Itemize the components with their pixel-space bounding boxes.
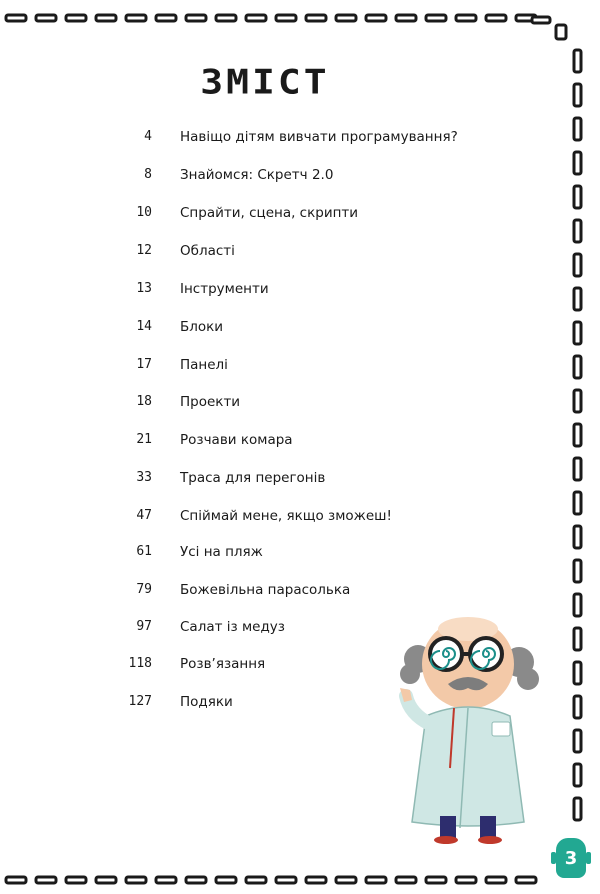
- toc-entry-label: Області: [180, 243, 235, 259]
- page-number: 3: [564, 848, 578, 869]
- toc-entry-label: Навіщо дітям вивчати програмування?: [180, 129, 458, 145]
- toc-page-number: 10: [136, 205, 152, 220]
- toc-page-number: 14: [136, 319, 152, 334]
- toc-page-number: 13: [136, 281, 152, 296]
- toc-page-number: 21: [136, 432, 152, 447]
- toc-entry-label: Проекти: [180, 394, 241, 410]
- toc-entry-label: Панелі: [180, 357, 228, 373]
- toc-page-number: 118: [128, 656, 152, 671]
- toc-row[interactable]: [0, 506, 600, 530]
- toc-entry-label: Інструменти: [180, 281, 269, 297]
- toc-row[interactable]: [0, 203, 600, 227]
- coat-badge: [492, 722, 510, 736]
- toc-page-number: 47: [136, 508, 152, 523]
- page-number-badge: [556, 838, 586, 878]
- toc-entry-label: Салат із медуз: [180, 619, 285, 635]
- toc-entry-label: Блоки: [180, 319, 224, 335]
- toc-row[interactable]: [0, 355, 600, 379]
- scientist-legs: [440, 816, 456, 838]
- toc-page-number: 18: [136, 394, 152, 409]
- toc-page-number: 97: [136, 619, 152, 634]
- scientist-illustration: [396, 604, 546, 844]
- toc-row[interactable]: [0, 392, 600, 416]
- toc-page-number: 4: [144, 129, 152, 144]
- toc-row[interactable]: [0, 241, 600, 265]
- toc-page-number: 127: [128, 694, 152, 709]
- toc-page-number: 8: [144, 167, 152, 182]
- toc-row[interactable]: [0, 317, 600, 341]
- toc-row[interactable]: [0, 542, 600, 566]
- page-title: ЗМІСТ: [200, 62, 330, 102]
- toc-entry-label: Траса для перегонів: [180, 470, 326, 486]
- toc-page-number: 33: [136, 470, 152, 485]
- toc-entry-label: Спрайти, сцена, скрипти: [180, 205, 359, 221]
- toc-row[interactable]: [0, 468, 600, 492]
- toc-entry-label: Знайомся: Скретч 2.0: [180, 167, 334, 183]
- toc-entry-label: Подяки: [180, 694, 233, 710]
- toc-page-number: 61: [136, 544, 152, 559]
- toc-row[interactable]: [0, 580, 600, 604]
- toc-entry-label: Розв’язання: [180, 656, 266, 672]
- toc-entry-label: Божевільна парасолька: [180, 582, 351, 598]
- toc-page-number: 17: [136, 357, 152, 372]
- toc-entry-label: Усі на пляж: [180, 544, 263, 560]
- toc-page-number: 79: [136, 582, 152, 597]
- toc-row[interactable]: [0, 279, 600, 303]
- toc-row[interactable]: [0, 127, 600, 151]
- toc-entry-label: Розчави комара: [180, 432, 293, 448]
- toc-entry-label: Спіймай мене, якщо зможеш!: [180, 508, 392, 524]
- toc-row[interactable]: [0, 430, 600, 454]
- toc-page-number: 12: [136, 243, 152, 258]
- toc-row[interactable]: [0, 165, 600, 189]
